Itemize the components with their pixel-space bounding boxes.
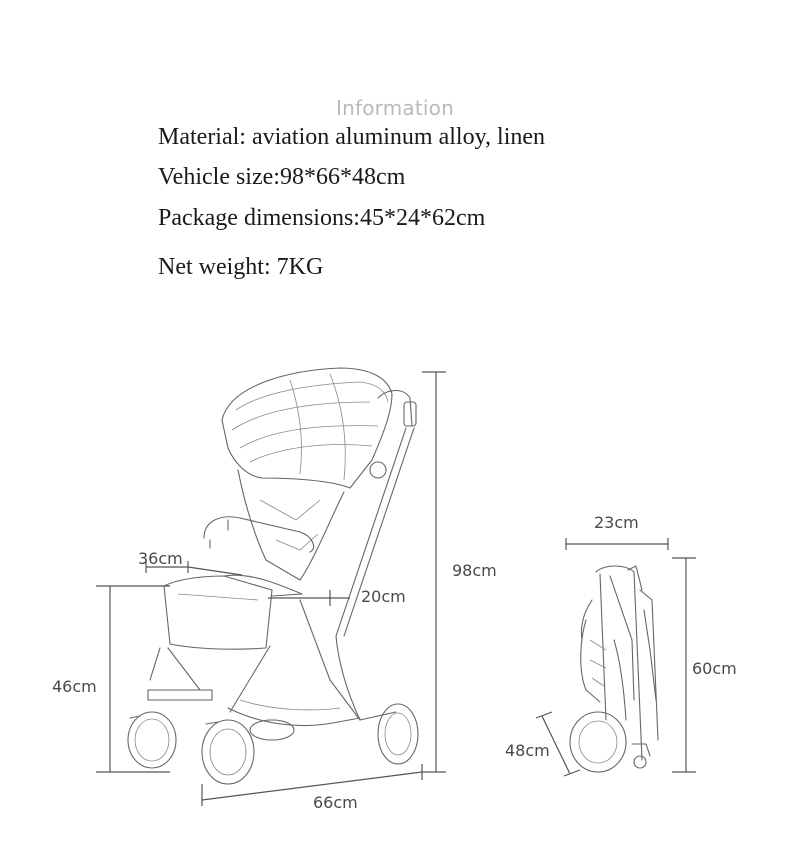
stroller-folded-illustration [570, 566, 658, 772]
wheel-rear [378, 704, 418, 764]
information-heading: Information [336, 96, 454, 120]
seat-depth-label: 20cm [361, 587, 406, 606]
total-length-dimension [202, 764, 422, 812]
seat-width-label: 36cm [138, 549, 183, 568]
folded-depth-dimension [505, 712, 580, 776]
seat-height-dimension [52, 586, 170, 772]
total-height-label: 98cm [452, 561, 497, 580]
total-length-label: 66cm [313, 793, 358, 812]
stroller-open-illustration [128, 368, 418, 784]
spec-net-weight: Net weight: 7KG [158, 254, 324, 280]
folded-width-dimension [566, 513, 668, 550]
spec-material: Material: aviation aluminum alloy, linen [158, 124, 546, 150]
folded-wheel [570, 712, 626, 772]
folded-height-dimension [672, 558, 737, 772]
spec-vehicle-size: Vehicle size:98*66*48cm [158, 164, 406, 190]
seat-width-dimension [138, 549, 242, 575]
wheel-front-right [202, 720, 254, 784]
spec-package-dimensions: Package dimensions:45*24*62cm [158, 205, 486, 231]
seat-depth-dimension [268, 587, 406, 606]
total-height-dimension [422, 372, 497, 772]
folded-height-label: 60cm [692, 659, 737, 678]
seat-height-label: 46cm [52, 677, 97, 696]
folded-width-label: 23cm [594, 513, 639, 532]
folded-depth-label: 48cm [505, 741, 550, 760]
wheel-front-left [128, 712, 176, 768]
